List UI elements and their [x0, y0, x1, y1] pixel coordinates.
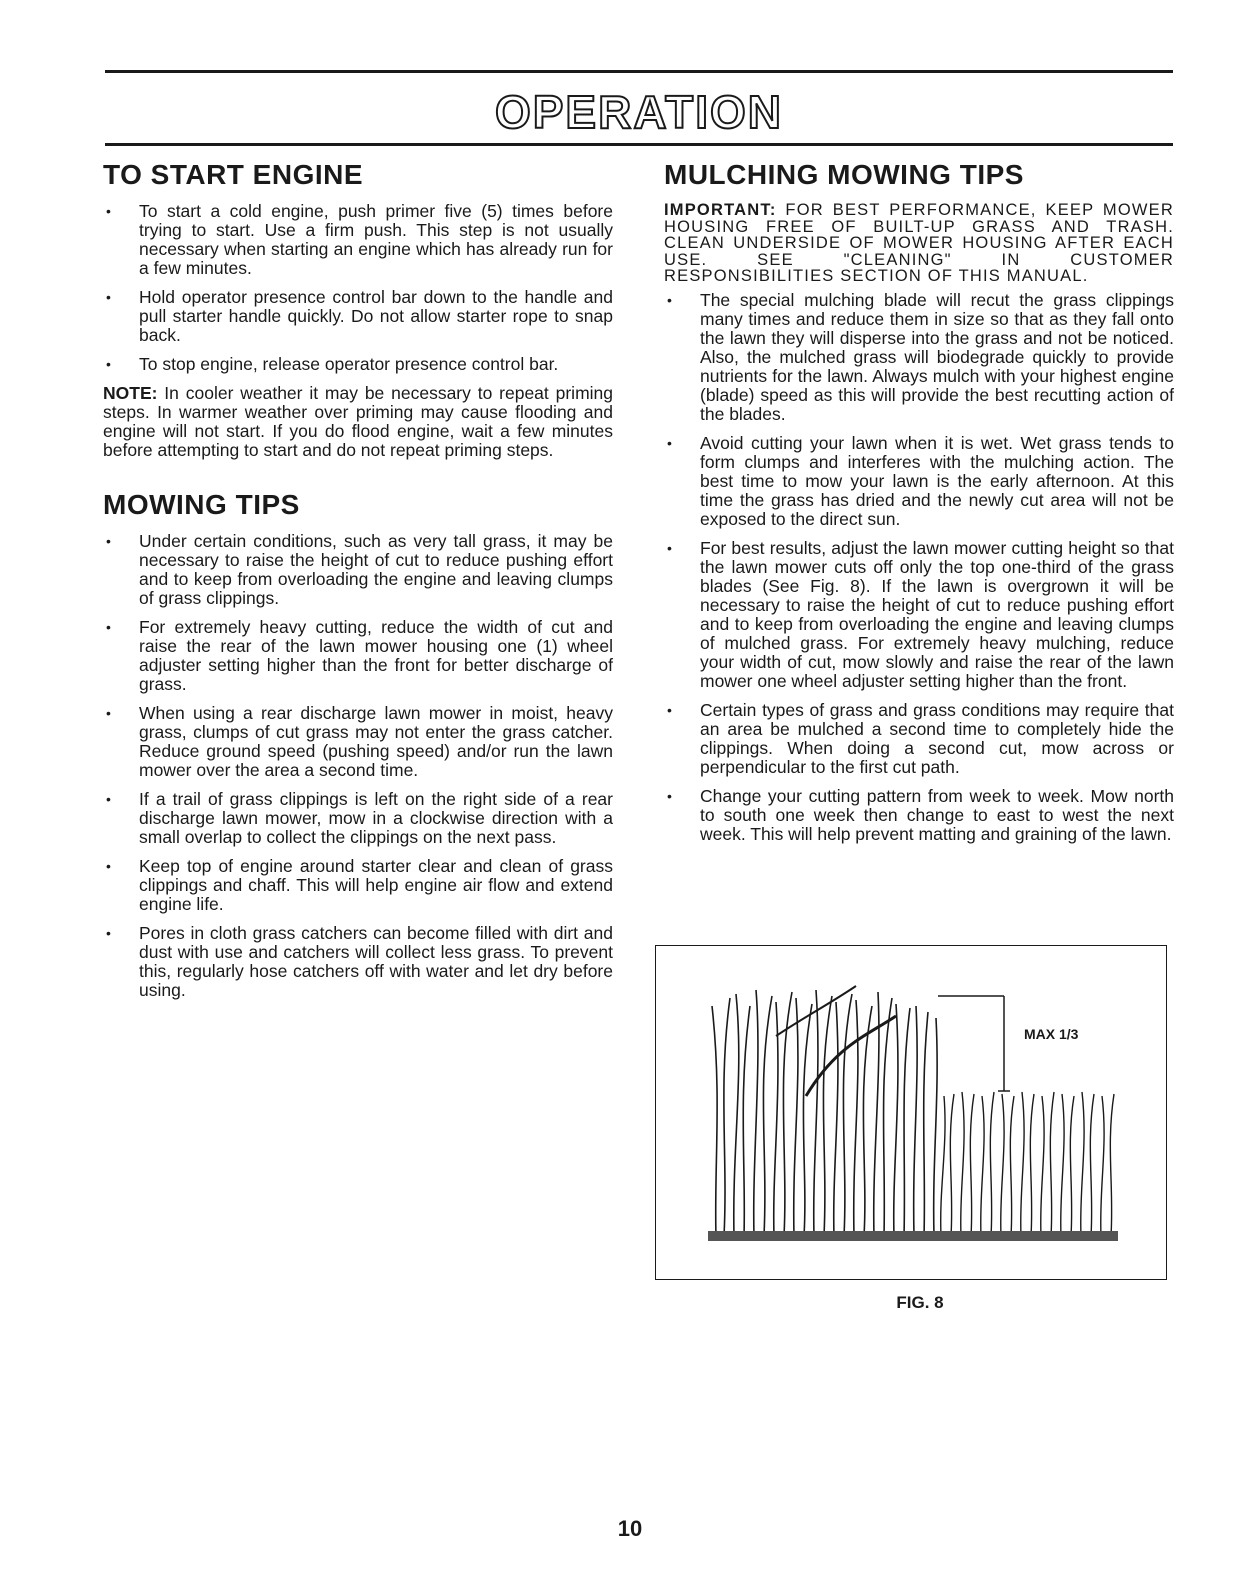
list-item: • Under certain conditions, such as very tall grass, it may be necessary to raise the height of cut to reduce pushing effort and to keep from overloading the engine and leaving clumps of grass clippings.: [106, 531, 613, 608]
note-label: NOTE:: [103, 383, 158, 403]
mowing-tips-heading: MOWING TIPS: [103, 489, 300, 520]
list-item: • For extremely heavy cutting, reduce the width of cut and raise the rear of the lawn mower housing one (1) wheel adjuster setting higher than the front for better discharge of grass.: [106, 617, 613, 694]
list-item: • To start a cold engine, push primer five (5) times before trying to start. Use a firm push. This step is not usually necessary when starting an engine which has already run for a few minutes.: [106, 201, 613, 278]
important-text: FOR BEST PERFORMANCE, KEEP MOWER HOUSING FREE OF BUILT-UP GRASS AND TRASH. CLEAN UNDERSIDE OF MOWER HOUSING AFTER EACH USE. SEE "CLEANING" IN CUSTOMER RESPONSIBILITIES SECTION OF THIS MANUAL.: [664, 201, 1174, 285]
left-column: [103, 158, 613, 1010]
grass-height-figure: [655, 945, 1167, 1280]
mulching-tips-list: [664, 291, 1174, 844]
list-item: • For best results, adjust the lawn mower cutting height so that the lawn mower cuts off only the top one-third of the grass blades (See Fig. 8). If the lawn is overgrown it will be necessary to raise the height of cut to reduce pushing effort and to keep from overloading the engine and leaving clumps of mulched grass. For extremely heavy mulching, reduce your width of cut, mow slowly and raise the rear of the lawn mower one wheel adjuster setting higher than the front.: [667, 537, 1174, 691]
tall-grass-blades: [712, 986, 937, 1236]
top-rule: [105, 70, 1173, 73]
grass-illustration: [656, 946, 1165, 1278]
important-paragraph: [664, 202, 1174, 285]
list-item: • Certain types of grass and grass conditions may require that an area be mulched a second time to completely hide the clippings. When doing a second cut, mow across or perpendicular to the first cut path.: [667, 699, 1174, 777]
important-label: IMPORTANT:: [664, 201, 777, 219]
figure-caption: FIG. 8: [896, 1293, 944, 1312]
mown-grass-blades: [941, 1092, 1114, 1236]
bullet-icon: •: [667, 434, 672, 451]
bullet-icon: •: [106, 791, 111, 807]
list-item: • The special mulching blade will recut the grass clippings many times and reduce them in size so that as they fall onto the lawn they will disperse into the grass and not be noticed. Also, the mulched grass will biodegrade quickly to provide nutrients for the lawn. Always mulch with your highest engine (blade) speed as this will provide the best recutting action of the blades.: [667, 289, 1174, 424]
bullet-icon: •: [106, 705, 111, 721]
mowing-tips-list: [103, 532, 613, 1000]
max-third-label: MAX 1/3: [1024, 1026, 1079, 1042]
list-item: • Change your cutting pattern from week to week. Mow north to south one week then change to east to west the next week. This will help prevent matting and graining of the lawn.: [667, 785, 1174, 844]
right-column: [664, 158, 1174, 854]
bullet-icon: •: [106, 203, 111, 219]
bullet-icon: •: [106, 289, 111, 305]
note-paragraph: [103, 384, 613, 460]
bullet-icon: •: [667, 701, 672, 718]
start-engine-list: [103, 202, 613, 374]
note-text: In cooler weather it may be necessary to repeat priming steps. In warmer weather over priming may cause flooding and engine will not start. If you do flood engine, wait a few minutes before attempting to start and do not repeat priming steps.: [103, 383, 613, 460]
max-third-marker: [938, 996, 1010, 1091]
start-engine-heading: TO START ENGINE: [103, 159, 364, 190]
bullet-icon: •: [667, 539, 672, 556]
list-item: • Avoid cutting your lawn when it is wet. Wet grass tends to form clumps and interferes with the mulching action. The best time to mow your lawn is the early afternoon. At this time the grass has dried and the newly cut area will not be exposed to the direct sun.: [667, 432, 1174, 529]
bullet-icon: •: [667, 291, 672, 308]
bullet-icon: •: [106, 858, 111, 874]
page-title: OPERATION: [494, 86, 784, 138]
ground-strip: [708, 1231, 1118, 1241]
bullet-icon: •: [106, 925, 111, 941]
bullet-icon: •: [667, 787, 672, 804]
page-number: 10: [617, 1516, 643, 1541]
list-item: • To stop engine, release operator presence control bar.: [106, 354, 559, 374]
bullet-icon: •: [106, 356, 111, 372]
bullet-icon: •: [106, 533, 111, 549]
bullet-icon: •: [106, 619, 111, 635]
list-item: • Hold operator presence control bar down to the handle and pull starter handle quickly. Do not allow starter rope to snap back.: [106, 287, 613, 345]
list-item: • If a trail of grass clippings is left on the right side of a rear discharge lawn mower, mow in a clockwise direction with a small overlap to collect the clippings on the next pass.: [106, 789, 613, 847]
list-item: • Keep top of engine around starter clear and clean of grass clippings and chaff. This will help engine air flow and extend engine life.: [106, 856, 613, 914]
mulching-tips-heading: MULCHING MOWING TIPS: [664, 159, 1024, 190]
title-underline-rule: [105, 143, 1173, 146]
list-item: • Pores in cloth grass catchers can become filled with dirt and dust with use and catchers will collect less grass. To prevent this, regularly hose catchers off with water and let dry before using.: [106, 923, 613, 1000]
list-item: • When using a rear discharge lawn mower in moist, heavy grass, clumps of cut grass may not enter the grass catcher. Reduce ground speed (pushing speed) and/or run the lawn mower over the area a second time.: [106, 703, 613, 780]
